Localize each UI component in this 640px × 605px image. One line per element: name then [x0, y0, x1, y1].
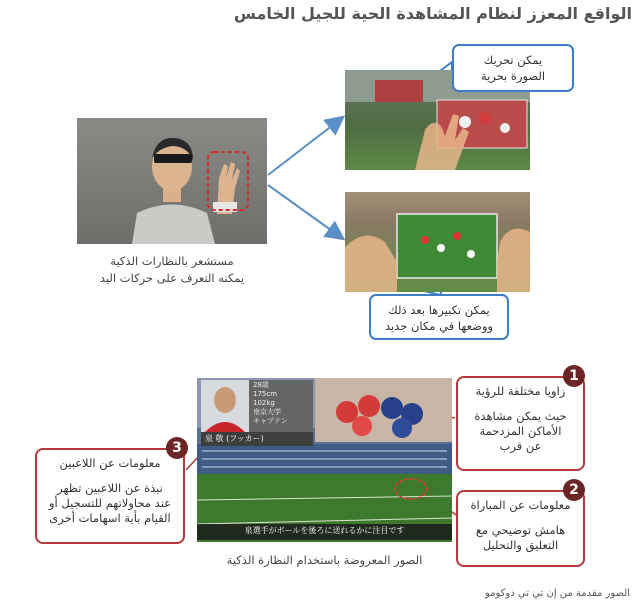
glasses-images-caption: الصور المعروضة باستخدام النظارة الذكية	[226, 553, 423, 567]
player-stats: 28歳 175cm 102kg 南京大学 キャプテン	[253, 381, 288, 425]
callout-zoom-relocate: يمكن تكبيرها بعد ذلك ووضعها في مكان جديد	[369, 294, 509, 340]
badge-2: 2	[563, 479, 585, 501]
badge-1: 1	[563, 365, 585, 387]
glasses-sensor-caption: مستشعر بالنظارات الذكية يمكنه التعرف على حركات اليد	[99, 254, 245, 285]
person-smart-glasses-photo	[77, 118, 267, 244]
commentary-subtitle: 泉選手がボールを後ろに送れるかに注目です	[244, 526, 405, 535]
page-title: الواقع المعزز لنظام المشاهدة الحية للجيل الخامس	[233, 4, 632, 23]
zoom-image-photo	[345, 192, 530, 292]
callout-viewing-angles: زاويا مختلفة للرؤية حيث يمكن مشاهدة الأماكن المزدحمة عن قرب	[456, 376, 585, 471]
arrow-to-move-photo	[268, 118, 342, 175]
callout-match-info: معلومات عن المباراة هامش توضيحي مع التعليق والتحليل	[456, 490, 585, 567]
callout-player-info: معلومات عن اللاعبين نبذة عن اللاعبين تظهر عند محاولاتهم للتسجيل أو القيام بأية اسهامات أخرى	[35, 448, 185, 544]
callout-move-freely: يمكن تحريك الصورة بحرية	[452, 44, 574, 92]
badge-3: 3	[166, 437, 188, 459]
player-name: 泉 敬 (フッカー)	[205, 434, 264, 443]
smart-glasses-view-screenshot	[197, 378, 452, 542]
arrow-to-zoom-photo	[268, 185, 342, 238]
photo-credit: الصور مقدمة من إن تي تي دوكومو	[484, 588, 630, 599]
